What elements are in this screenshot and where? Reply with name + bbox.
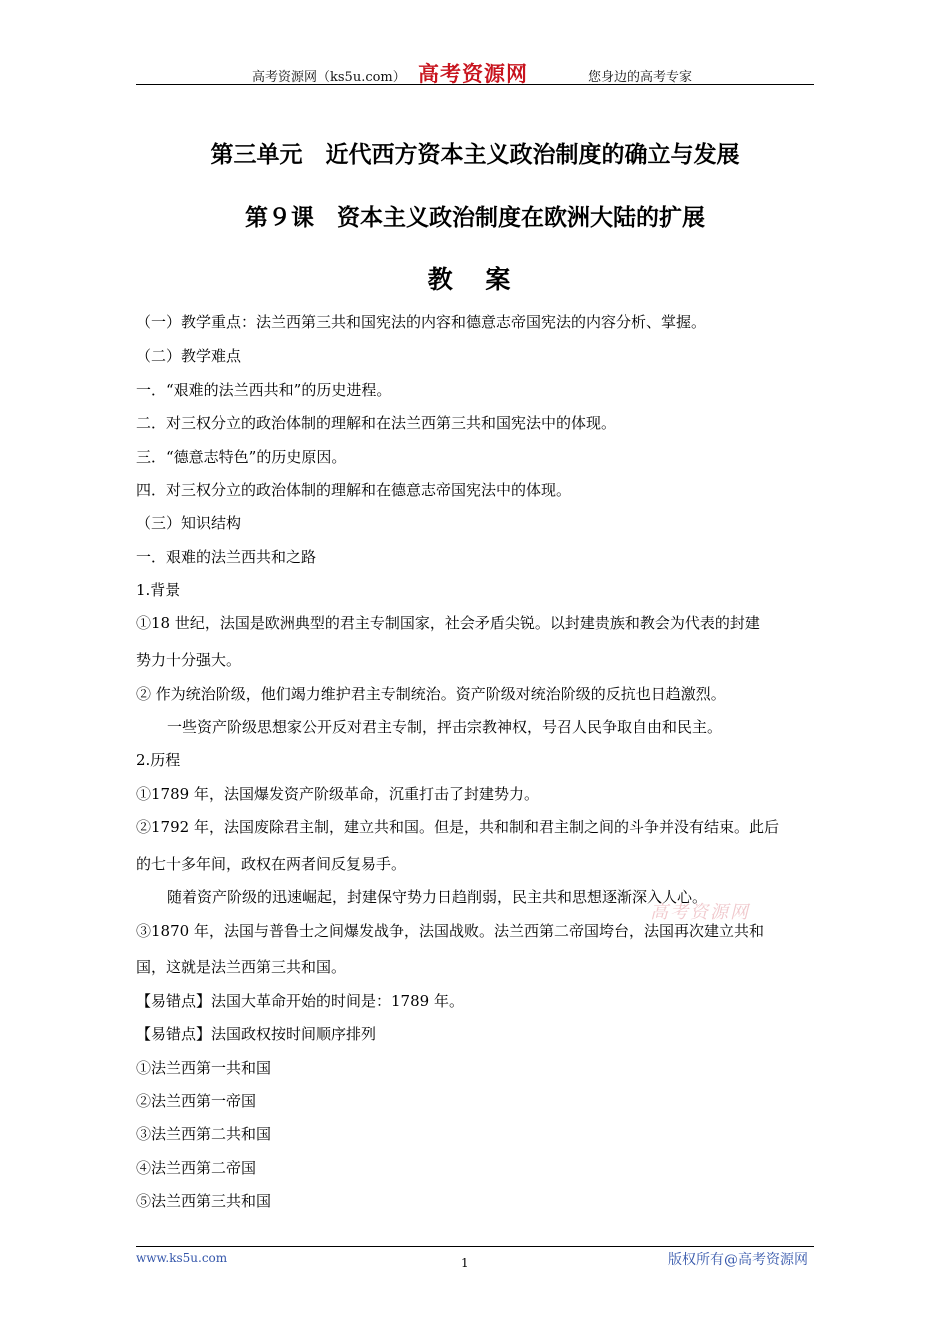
unit-title: 第三单元 近代西方资本主义政治制度的确立与发展: [210, 142, 740, 168]
text-line: 三．“德意志特色”的历史原因。: [136, 448, 347, 466]
doc-type-title: 教 案: [427, 265, 523, 294]
text-line: 国，这就是法兰西第三共和国。: [136, 958, 347, 976]
text-line: 2.历程: [136, 751, 181, 769]
header-slogan: 您身边的高考专家: [588, 70, 693, 85]
text-line: 1.背景: [136, 581, 181, 599]
text-line: ①法兰西第一共和国: [136, 1059, 272, 1077]
text-line: ⑤法兰西第三共和国: [136, 1192, 272, 1210]
text-line: 势力十分强大。: [136, 651, 242, 669]
footer-url-link[interactable]: www.ks5u.com: [136, 1251, 228, 1265]
page-header: [136, 58, 814, 85]
text-line: 四．对三权分立的政治体制的理解和在德意志帝国宪法中的体现。: [136, 481, 572, 499]
text-line: ④法兰西第二帝国: [136, 1159, 257, 1177]
text-line: 二．对三权分立的政治体制的理解和在法兰西第三共和国宪法中的体现。: [136, 414, 617, 432]
text-line: ③法兰西第二共和国: [136, 1125, 272, 1143]
text-line: ②法兰西第一帝国: [136, 1092, 257, 1110]
text-line: 随着资产阶级的迅速崛起，封建保守势力日趋削弱，民主共和思想逐渐深入人心。: [167, 888, 708, 906]
text-line: ③1870 年，法国与普鲁士之间爆发战争，法国战败。法兰西第二帝国垮台，法国再次建立共和: [136, 922, 764, 940]
text-line: ② 作为统治阶级，他们竭力维护君主专制统治。资产阶级对统治阶级的反抗也日趋激烈。: [136, 685, 726, 703]
text-line: （二）教学难点: [136, 347, 242, 365]
text-line: 一．“艰难的法兰西共和”的历史进程。: [136, 381, 392, 399]
text-line: 【易错点】法国政权按时间顺序排列: [136, 1025, 377, 1043]
text-line: （三）知识结构: [136, 514, 242, 532]
lesson-title: 第９课 资本主义政治制度在欧洲大陆的扩展: [245, 205, 705, 231]
header-site-name: 高考资源网（ks5u.com）: [252, 70, 406, 85]
text-line: ①18 世纪，法国是欧洲典型的君主专制国家，社会矛盾尖锐。以封建贵族和教会为代表的封建: [136, 614, 760, 632]
text-line: 的七十多年间，政权在两者间反复易手。: [136, 855, 407, 873]
text-line: 【易错点】法国大革命开始的时间是：1789 年。: [136, 992, 464, 1010]
text-line: 一些资产阶级思想家公开反对君主专制，抨击宗教神权，号召人民争取自由和民主。: [167, 718, 723, 736]
text-line: ①1789 年，法国爆发资产阶级革命，沉重打击了封建势力。: [136, 785, 539, 803]
text-line: （一）教学重点：法兰西第三共和国宪法的内容和德意志帝国宪法的内容分析、掌握。: [136, 313, 707, 331]
text-line: ②1792 年，法国废除君主制，建立共和国。但是，共和制和君主制之间的斗争并没有结束。此后: [136, 818, 779, 836]
header-logo: 高考资源网: [418, 62, 528, 86]
watermark: 高考资源网: [650, 902, 750, 923]
footer-copyright: 版权所有@高考资源网: [668, 1252, 808, 1268]
page-footer: [136, 1246, 814, 1268]
page-number: 1: [461, 1256, 469, 1270]
text-line: 一．艰难的法兰西共和之路: [136, 548, 317, 566]
